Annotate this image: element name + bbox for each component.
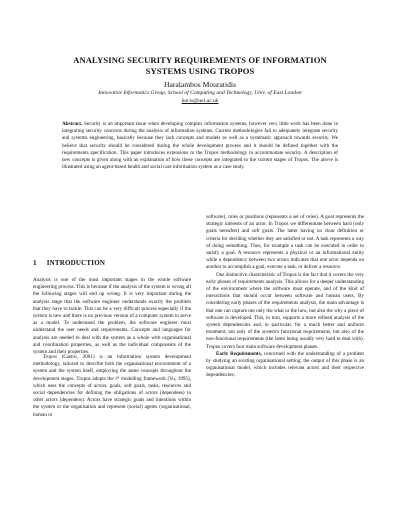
author-affiliation: Innovative Informatics Group, School of Computing and Technology, Univ. of East London [98, 90, 302, 96]
abstract-heading: Abstract. [62, 121, 83, 127]
paper-title [40, 55, 360, 77]
tropos-term: Tropos [43, 354, 57, 360]
section-heading-introduction [33, 259, 105, 267]
right-p2: One distinctive characteristic of Tropos is the fact that it covers the very early phases of requirements analysis. This allows for a deeper understanding of the environment where the software must operate, and of the kind of interactions that should occur between software and human users. By considering early phases of the requirements analysis, the main advantage is that one can capture not only the what or the how, but also the why a piece of software is developed. This, in turn, supports a more refined analysis of the system dependencies and, in particular, for a much better and uniform treatment, not only of the system's functional requirements, but also of the non-functional requirements (the latter being usually very hard to deal with). Tropos covers four main software development phases. [206, 271, 364, 350]
right-p3-text: concerned with the understanding of a problem by studying an existing organisational setting; the output of this phase is an organisational model, which includes relevant actors and their respective dependencies; [206, 350, 364, 379]
early-requirements-term: Early Requirements, [216, 350, 262, 357]
email-link[interactable]: haris@uel.ac.uk [181, 98, 219, 104]
abstract-text: Security is an important issue when developing complex information systems, however very little work has been done in integrating security concerns during the analysis of information systems. Current methodologies fail to adequately integrate security and systems engineering, basically because they lack concepts and models as well as a systematic approach towards security. We believe that security should be considered during the whole development process and it should be defined together with the requirements specification. This paper introduces extensions to the Tropos methodology to accommodate security. A description of new concepts is given along with an explanation of how these concepts are integrated to the current stages of Tropos. The above is illustrated using an agent-based health and social care information system as a case study. [62, 121, 338, 171]
abstract [62, 121, 338, 171]
intro-paragraph-2 [33, 354, 191, 419]
right-p3 [206, 351, 364, 380]
title-line-2: SYSTEMS USING TROPOS [145, 66, 255, 76]
intro-paragraph-1 [33, 277, 191, 356]
intro-p1-text: Analysis is one of the most important stages in the whole software engineering process. This is because if the analysis of the system is wrong all the following stages will end up wrong. It is very important during the analysis stage that the software engineer understands exactly the problem that they have to tackle. This can be a very difficult process especially if the system is new and there is no previous version of a computer system to serve as a model. To understand the problem, the software engineer must understand the user needs and requirements. Concepts and languages for analysis are needed to deal with the system as a whole with organisational and coordination properties, as well as the individual components of the system and their properties. [33, 277, 191, 356]
author-name: Haralambos Mouratidis [164, 80, 236, 89]
right-column [206, 214, 364, 380]
title-line-1: ANALYSING SECURITY REQUIREMENTS OF INFORMATION [73, 55, 327, 65]
author-email [40, 98, 360, 105]
section-number: 1 [33, 259, 37, 267]
section-title: INTRODUCTION [46, 259, 106, 267]
intro-p2 [33, 354, 191, 419]
right-p1: software), roles or positions (represents a set of roles). A goal represents the strategic interests of an actor. In Tropos we differentiate between hard (only goals hereafter) and soft goals. The latter having no clear definition or criteria for deciding whether they are satisfied or not. A task represents a way of doing something. Thus, for example a task can be executed in order to satisfy a goal. A resource represents a physical or an informational entity while a dependency between two actors indicates that one actor depends on another to accomplish a goal, execute a task, or deliver a resource. [206, 214, 364, 271]
intro-p2-text: (Castro, 2001) is an information system development methodology, tailored to describe both the organisational environment of a system and the system itself, employing the same concepts throughout the development stages. Tropos adopts the i* modelling framework (Yu, 1995), which uses the concepts of actors, goals, soft goals, tasks, resources and social dependencies for defining the obligations of actors (dependees) to other actors (dependers). Actors have strategic goals and intentions within the system or the organisation and represent (social) agents (organisational, human or [33, 354, 191, 418]
